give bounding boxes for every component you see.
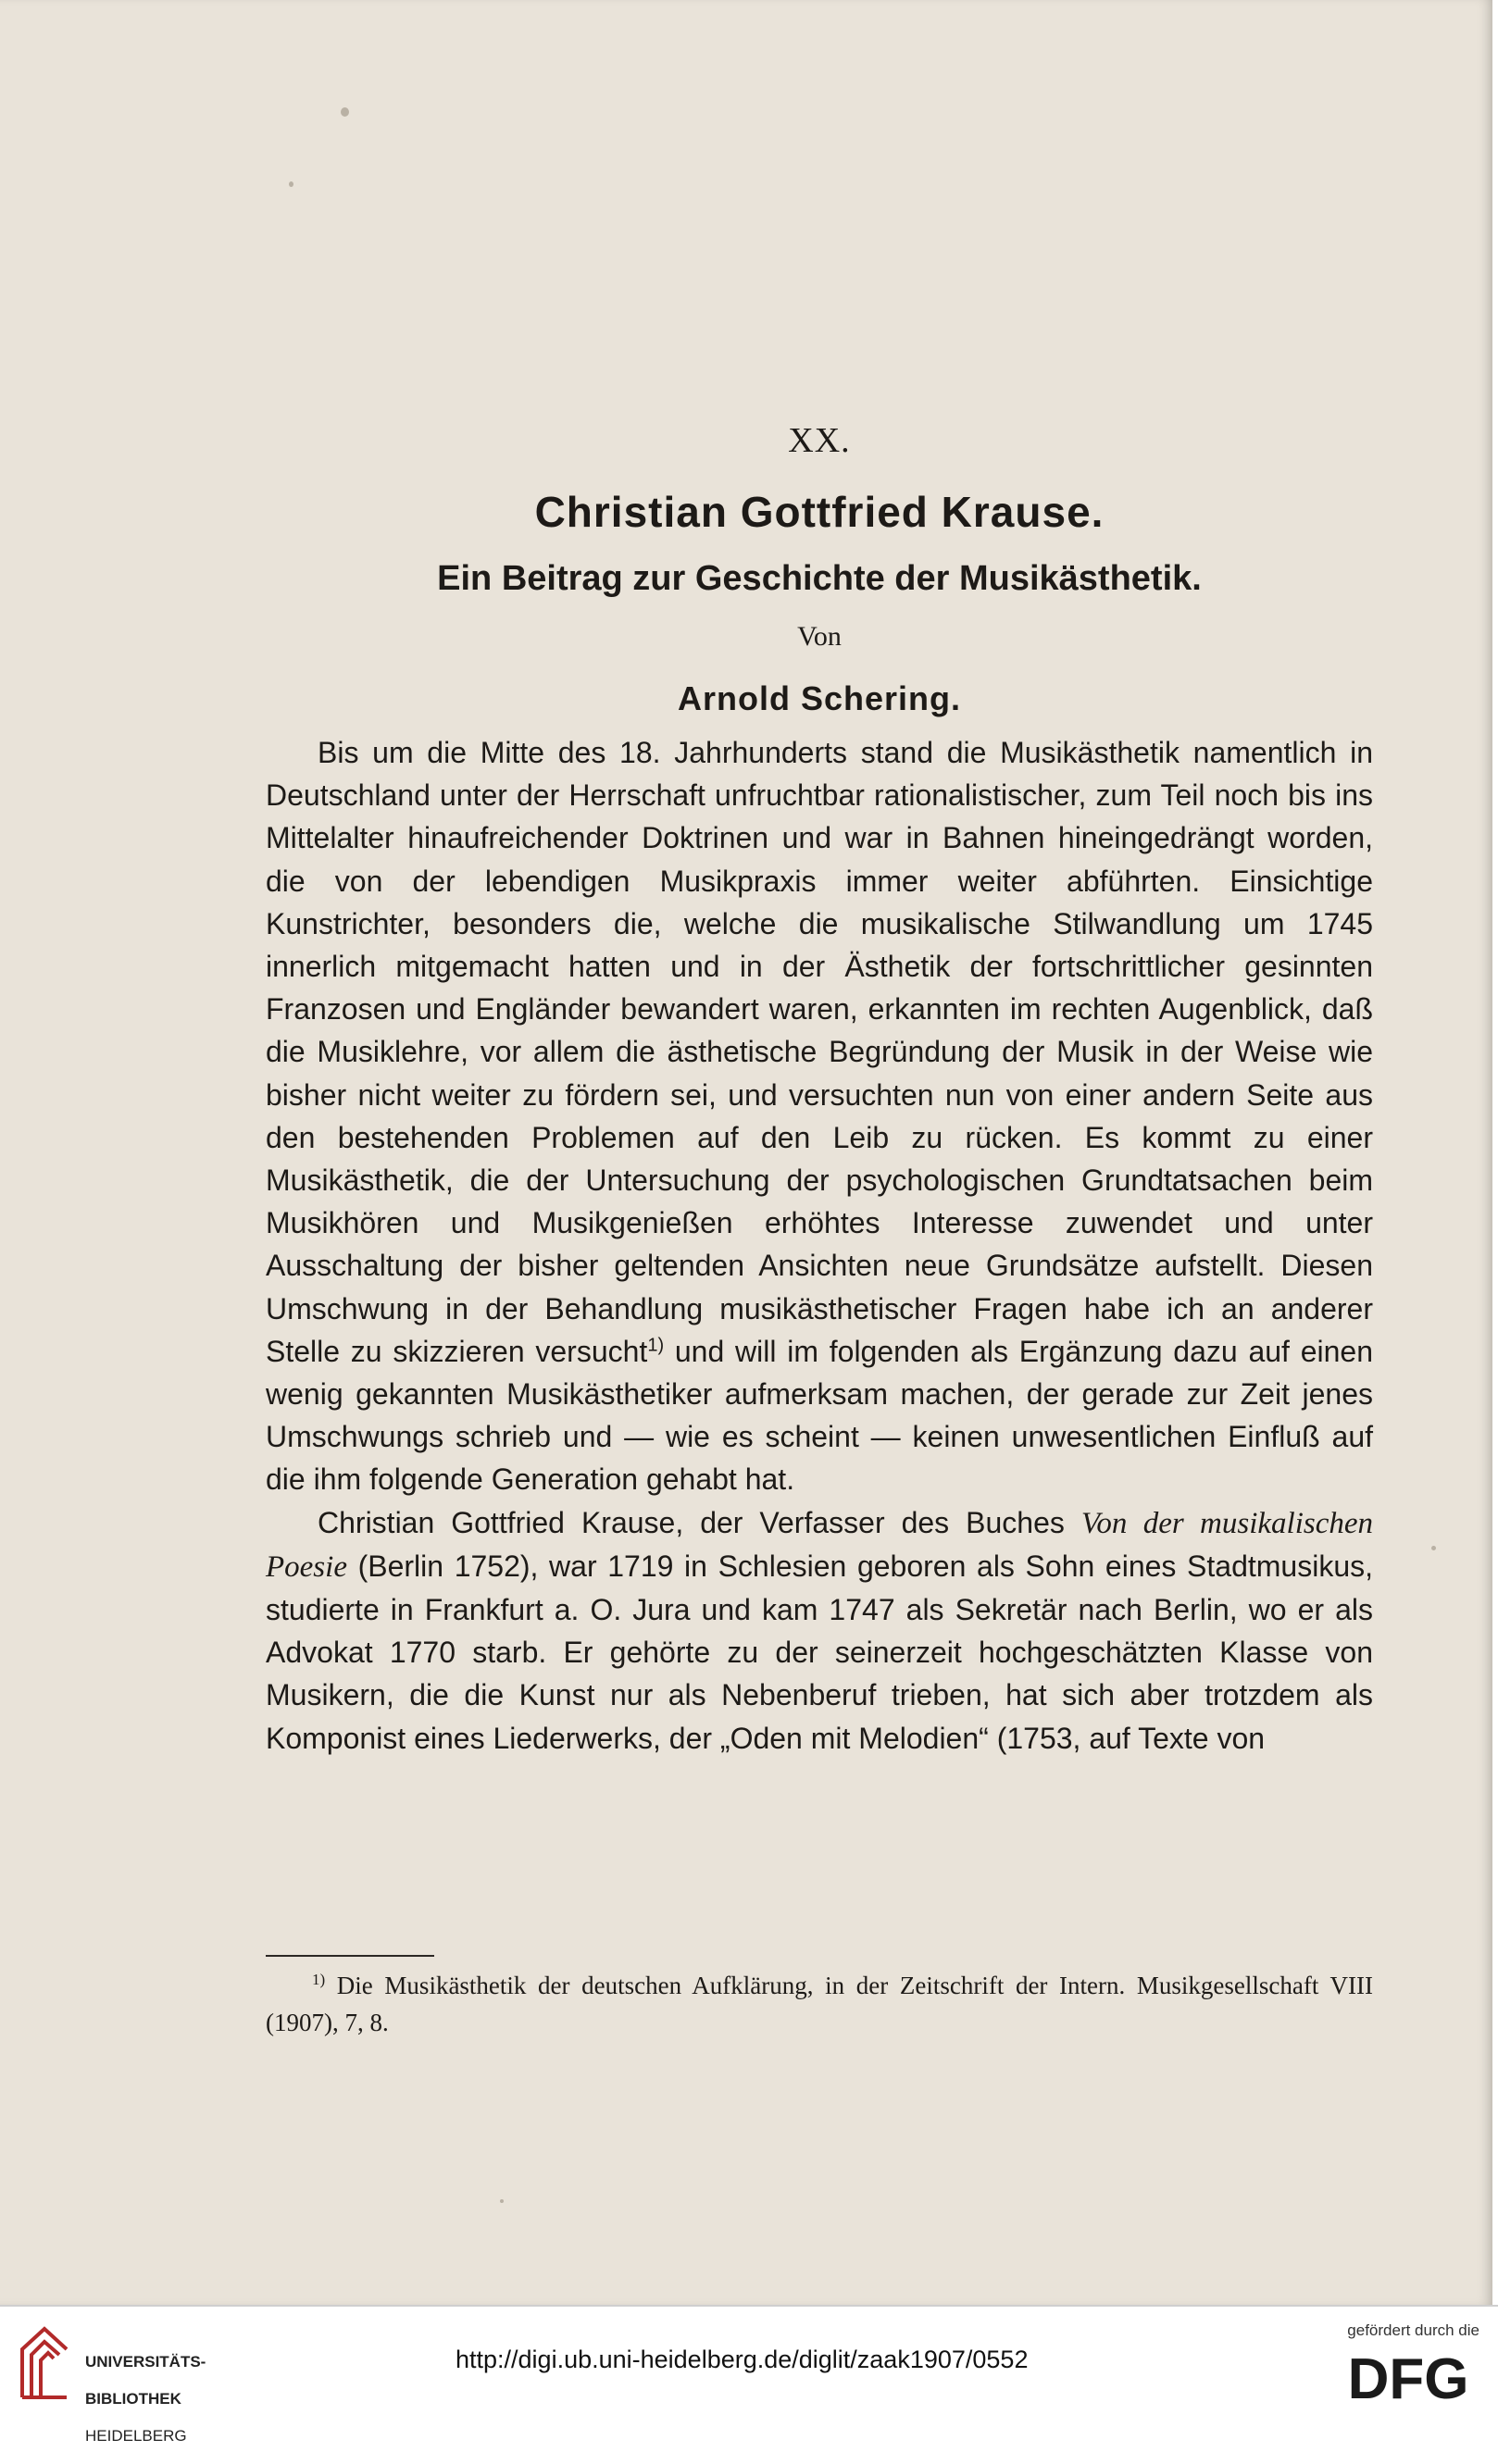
- dfg-logo-text: DFG: [1347, 2348, 1469, 2406]
- permalink-url[interactable]: http://digi.ub.uni-heidelberg.de/diglit/zaak1907/0552: [456, 2346, 1029, 2373]
- funded-by-label: gefördert durch die: [1347, 2321, 1479, 2339]
- footnote: [266, 1967, 1373, 2041]
- dfg-logo-icon[interactable]: [1339, 2348, 1478, 2406]
- byline-von: Von: [797, 621, 842, 652]
- paper-speck: [289, 181, 293, 187]
- paragraph-2: [266, 1501, 1373, 1760]
- footnote-reference[interactable]: 1): [647, 1335, 665, 1356]
- paragraph-1: [266, 731, 1373, 1501]
- library-name-line-2: BIBLIOTHEK: [85, 2390, 181, 2408]
- paper-speck: [500, 2199, 504, 2203]
- paragraph-2-text-b: (Berlin 1752), war 1719 in Schlesien geboren als Sohn eines Stadtmusikus, studierte in Frankfurt a. O. Jura und kam 1747 als Sekretär nach Berlin, wo er als Advokat 1770 starb. Er gehörte zu der seinerzeit hochgeschätzten Klasse von Musikern, die die Kunst nur als Nebenberuf trieben, hat sich aber trotzdem als Komponist eines Liederwerks, der „Oden mit Melodien“ (1753, auf Texte von: [266, 1549, 1373, 1755]
- paragraph-1-text-a: Bis um die Mitte des 18. Jahrhunderts stand die Musikästhetik namentlich in Deutschland unter der Herrschaft unfruchtbar rationalistischer, zum Teil noch bis ins Mittelalter hinaufreichender Doktrinen und war in Bahnen hineingedrängt worden, die von der lebendigen Musikpraxis immer weiter abführten. Einsichtige Kunstrichter, besonders die, welche die musikalische Stilwandlung um 1745 innerlich mitgemacht hatten und in der Ästhetik der fortschrittlicher gesinnten Franzosen und Engländer bewandert waren, erkannten im rechten Augenblick, daß die Musiklehre, vor allem die ästhetische Begründung der Musik in der Weise wie bisher nicht weiter zu fördern sei, und versuchten nun von einer andern Seite aus den bestehenden Problemen auf den Leib zu rücken. Es kommt zu einer Musikästhetik, die der Untersuchung der psychologischen Grundtatsachen beim Musikhören und Musikgenießen erhöhtes Interesse zuwendet und unter Ausschaltung der bisher geltenden Ansichten neue Grundsätze aufstellt. Diesen Umschwung in der Behandlung musikästhetischer Fragen habe ich an anderer Stelle zu skizzieren versucht: [266, 736, 1373, 1368]
- paper-speck: [341, 107, 349, 117]
- paper-speck: [1431, 1546, 1436, 1550]
- paragraph-2-text-a: Christian Gottfried Krause, der Verfasser des Buches: [318, 1505, 1081, 1539]
- article-subtitle: Ein Beitrag zur Geschichte der Musikästhetik.: [437, 559, 1202, 598]
- library-logo-icon[interactable]: [17, 2323, 72, 2401]
- chapter-number: XX.: [788, 421, 851, 460]
- article-title: Christian Gottfried Krause.: [534, 488, 1105, 536]
- library-name-line-3: HEIDELBERG: [85, 2427, 187, 2445]
- library-name-line-1: UNIVERSITÄTS-: [85, 2353, 206, 2371]
- paragraph-1-text-b: und will im folgenden als Ergänzung dazu auf einen wenig gekannten Musikästhetiker aufmerksam machen, der gerade zur Zeit jenes Umschwungs schrieb und — wie es scheint — keinen unwesentlichen Einfluß auf die ihm folgende Generation gehabt hat.: [266, 1334, 1373, 1497]
- article: [266, 407, 1373, 1760]
- library-name[interactable]: [85, 2334, 206, 2464]
- library-footer-bar: [0, 2305, 1498, 2445]
- footnote-marker: 1): [312, 1971, 326, 1988]
- footnote-separator: [266, 1955, 434, 1957]
- book-title-italic: Von der musikalischen Poesie: [266, 1506, 1374, 1584]
- footnote-text: Die Musikästhetik der deutschen Aufklärung, in der Zeitschrift der Intern. Musikgesellschaft VIII (1907), 7, 8.: [266, 1972, 1373, 2036]
- author-name: Arnold Schering.: [677, 679, 962, 717]
